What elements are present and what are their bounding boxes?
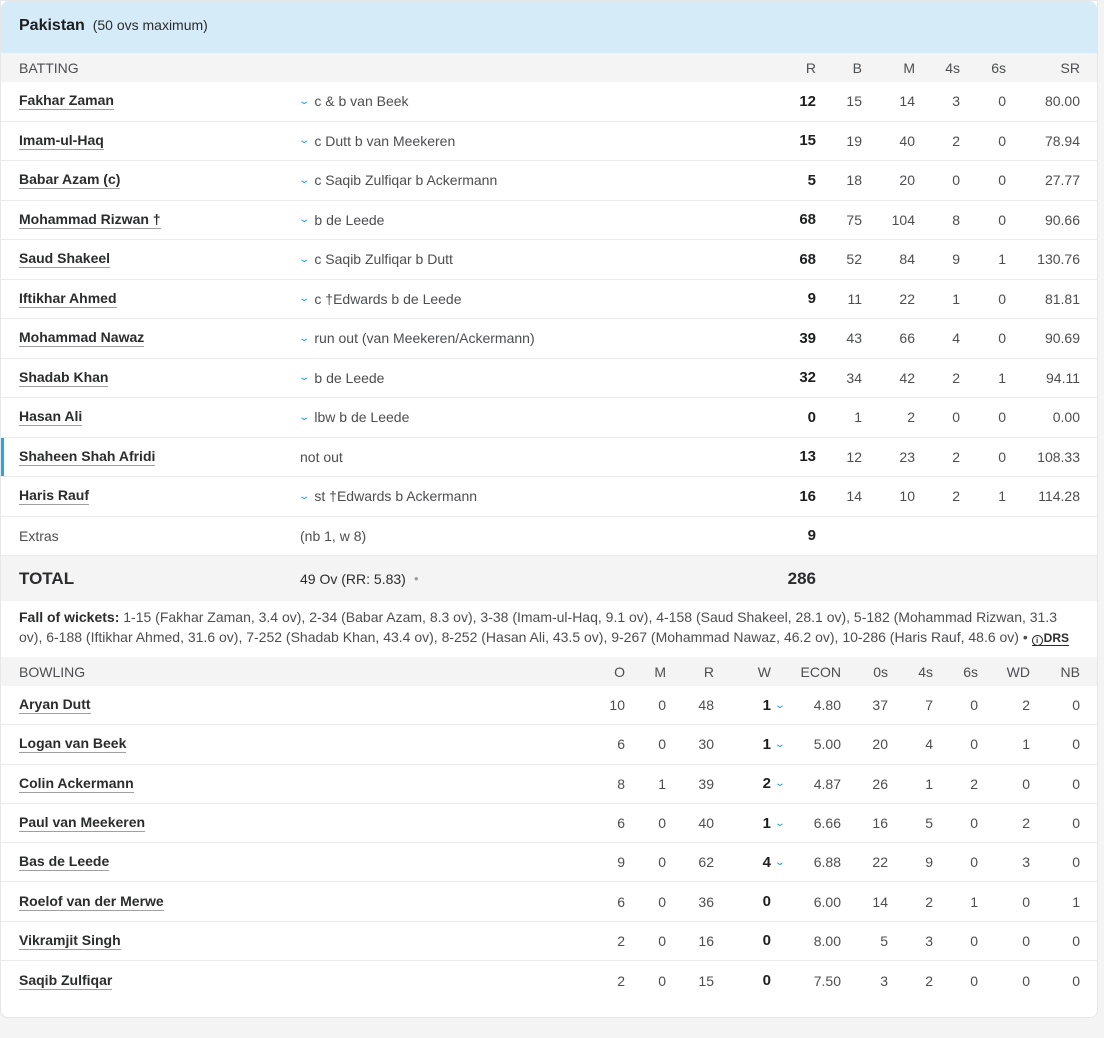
batter-row	[1, 398, 1097, 438]
batter-fours: 2	[952, 448, 960, 465]
bowler-dots: 37	[872, 697, 888, 714]
dismissal-cell[interactable]	[300, 201, 384, 240]
bowler-maidens: 0	[658, 893, 666, 910]
fow-text: 1-15 (Fakhar Zaman, 3.4 ov), 2-34 (Babar Azam, 8.3 ov), 3-38 (Imam-ul-Haq, 9.1 ov), 4-158 (Saud Shakeel, 28.1 ov), 5-182 (Mohammad Rizwan, 31.3 ov), 6-188 (Iftikhar Ahmed, 31.6 ov), 7-252 (Shadab Khan, 43.4 ov), 8-252 (Hasan Ali, 43.5 ov), 9-267 (Mohammad Nawaz, 46.2 ov), 10-286 (Haris Rauf, 48.6 ov)	[19, 609, 1058, 645]
batter-name-link[interactable]: Haris Rauf	[19, 487, 90, 504]
batter-minutes: 66	[899, 330, 915, 347]
chevron-down-icon[interactable]: ⌄	[298, 411, 311, 423]
bowling-table	[1, 657, 1097, 1000]
bowler-wides: 0	[1022, 893, 1030, 910]
batter-fours: 2	[952, 369, 960, 386]
batting-heading: BATTING	[19, 59, 79, 76]
extras-value: 9	[807, 527, 816, 545]
batter-name-link[interactable]: Shaheen Shah Afridi	[19, 447, 156, 464]
bowler-sixes-conceded: 0	[970, 932, 978, 949]
batter-balls: 52	[846, 251, 862, 268]
batter-row	[1, 477, 1097, 517]
bowler-wides: 2	[1022, 815, 1030, 832]
batter-fours: 4	[952, 330, 960, 347]
bowler-maidens: 0	[658, 697, 666, 714]
batter-fours: 0	[952, 409, 960, 426]
batter-strike-rate: 90.69	[1044, 330, 1080, 347]
batter-name-cell	[19, 280, 117, 319]
bowler-dots: 14	[872, 893, 888, 910]
bowler-name-cell	[19, 922, 121, 960]
batter-minutes: 10	[899, 488, 915, 505]
batter-minutes: 2	[907, 409, 915, 426]
batter-name-link[interactable]: Mohammad Rizwan †	[19, 210, 161, 227]
bowler-runs-conceded: 48	[698, 697, 714, 714]
bowler-wides: 2	[1022, 697, 1030, 714]
bowler-wickets-cell	[714, 961, 786, 1000]
bowling-heading: BOWLING	[19, 663, 86, 680]
bowler-name-link[interactable]: Paul van Meekeren	[19, 814, 146, 831]
chevron-down-icon[interactable]: ⌄	[298, 372, 311, 384]
batter-minutes: 14	[899, 93, 915, 110]
col-economy: ECON	[800, 663, 841, 680]
bowler-overs: 2	[617, 972, 625, 989]
bowler-wides: 0	[1022, 972, 1030, 989]
batter-runs: 32	[799, 369, 816, 387]
batter-sixes: 0	[998, 211, 1006, 228]
bowler-runs-conceded: 16	[698, 932, 714, 949]
col-wickets: W	[757, 663, 771, 680]
bowler-fours-conceded: 1	[925, 775, 933, 792]
dismissal-cell[interactable]	[300, 240, 453, 279]
col-sixes-conceded: 6s	[963, 663, 978, 680]
batter-runs: 39	[799, 329, 816, 347]
batter-balls: 75	[846, 211, 862, 228]
chevron-down-icon[interactable]: ⌄	[298, 95, 311, 107]
bowler-economy: 5.00	[813, 736, 841, 753]
bowler-wickets-cell[interactable]	[714, 804, 786, 842]
bowler-wickets-cell[interactable]	[714, 686, 786, 724]
col-dots: 0s	[873, 663, 888, 680]
batter-row	[1, 82, 1097, 122]
batter-name-cell	[19, 201, 161, 240]
bowler-fours-conceded: 2	[925, 972, 933, 989]
bowler-name-cell	[19, 961, 112, 1000]
bowler-wides: 0	[1022, 775, 1030, 792]
dismissal-text: c Saqib Zulfiqar b Dutt	[314, 251, 453, 268]
batter-row	[1, 161, 1097, 201]
bowler-dots: 3	[880, 972, 888, 989]
dismissal-text: not out	[300, 448, 343, 465]
bowler-sixes-conceded: 1	[970, 893, 978, 910]
total-runs: 286	[787, 568, 816, 588]
col-minutes: M	[903, 59, 915, 76]
extras-detail: (nb 1, w 8)	[300, 527, 367, 544]
innings-header	[1, 1, 1097, 53]
bowler-wickets: 0	[762, 972, 771, 990]
bowler-wickets: 4	[762, 853, 771, 871]
batter-fours: 8	[952, 211, 960, 228]
bowler-sixes-conceded: 0	[970, 736, 978, 753]
bowler-wickets: 1	[762, 696, 771, 714]
batter-name-link[interactable]: Hasan Ali	[19, 408, 83, 425]
batter-name-cell	[19, 319, 144, 358]
bowler-overs: 10	[609, 697, 625, 714]
dismissal-cell[interactable]	[300, 359, 384, 398]
batter-balls: 18	[846, 172, 862, 189]
batter-minutes: 40	[899, 132, 915, 149]
bowler-runs-conceded: 15	[698, 972, 714, 989]
dismissal-cell[interactable]	[300, 82, 409, 121]
bowler-no-balls: 0	[1072, 815, 1080, 832]
bowler-fours-conceded: 5	[925, 815, 933, 832]
bowler-economy: 6.88	[813, 854, 841, 871]
dismissal-cell[interactable]	[300, 122, 455, 161]
batter-runs: 12	[799, 92, 816, 110]
bowler-wides: 3	[1022, 854, 1030, 871]
extras-row	[1, 517, 1097, 557]
info-icon: i	[1032, 635, 1043, 646]
chevron-down-icon[interactable]: ⌄	[774, 778, 786, 790]
not-out-indicator	[1, 438, 4, 477]
bowler-row	[1, 686, 1097, 725]
batter-row	[1, 201, 1097, 241]
batter-row	[1, 122, 1097, 162]
bowler-economy: 4.87	[813, 775, 841, 792]
chevron-down-icon[interactable]: ⌄	[298, 174, 311, 186]
bowler-runs-conceded: 36	[698, 893, 714, 910]
batter-strike-rate: 80.00	[1044, 93, 1080, 110]
bowler-wickets: 0	[762, 893, 771, 911]
chevron-down-icon[interactable]: ⌄	[774, 856, 786, 868]
bowler-no-balls: 0	[1072, 972, 1080, 989]
col-strike-rate: SR	[1060, 59, 1080, 76]
bowler-maidens: 0	[658, 815, 666, 832]
dismissal-text: c & b van Beek	[314, 93, 409, 110]
batter-name-link[interactable]: Babar Azam (c)	[19, 171, 121, 188]
bowler-runs-conceded: 30	[698, 736, 714, 753]
batter-fours: 3	[952, 93, 960, 110]
batter-name-cell	[19, 240, 110, 279]
bowler-name-link[interactable]: Saqib Zulfiqar	[19, 971, 113, 988]
col-fours: 4s	[945, 59, 960, 76]
batter-fours: 0	[952, 172, 960, 189]
batter-runs: 5	[807, 171, 816, 189]
batter-sixes: 0	[998, 290, 1006, 307]
bowler-wickets-cell[interactable]	[714, 843, 786, 881]
bowler-dots: 16	[872, 815, 888, 832]
batter-strike-rate: 0.00	[1052, 409, 1080, 426]
bowler-overs: 9	[617, 854, 625, 871]
bowler-wides: 1	[1022, 736, 1030, 753]
batter-balls: 1	[854, 409, 862, 426]
bowler-row	[1, 804, 1097, 843]
bowler-maidens: 0	[658, 932, 666, 949]
batter-sixes: 1	[998, 488, 1006, 505]
bowler-name-cell	[19, 686, 91, 724]
batter-runs: 68	[799, 211, 816, 229]
bowler-overs: 8	[617, 775, 625, 792]
batter-name-cell	[19, 122, 104, 161]
drs-link[interactable]	[1032, 631, 1069, 646]
bowling-rows	[1, 686, 1097, 1000]
batter-name-link[interactable]: Shadab Khan	[19, 368, 109, 385]
batter-sixes: 0	[998, 132, 1006, 149]
batter-balls: 11	[847, 290, 862, 307]
team-name: Pakistan	[19, 17, 85, 34]
batter-name-link[interactable]: Mohammad Nawaz	[19, 329, 145, 346]
bowler-name-cell	[19, 882, 164, 920]
bowler-runs-conceded: 40	[698, 815, 714, 832]
bowler-wickets-cell[interactable]	[714, 765, 786, 803]
batter-strike-rate: 114.28	[1038, 488, 1080, 505]
bowler-wickets: 1	[762, 814, 771, 832]
bowler-name-link[interactable]: Vikramjit Singh	[19, 931, 121, 948]
bowler-name-link[interactable]: Logan van Beek	[19, 735, 127, 752]
extras-label: Extras	[19, 527, 59, 544]
batter-runs: 9	[807, 290, 816, 308]
batter-name-link[interactable]: Iftikhar Ahmed	[19, 289, 117, 306]
bowler-no-balls: 0	[1072, 854, 1080, 871]
bowler-row	[1, 725, 1097, 764]
col-no-balls: NB	[1060, 663, 1080, 680]
bowler-wides: 0	[1022, 932, 1030, 949]
col-runs-conceded: R	[703, 663, 714, 680]
batter-runs: 13	[799, 448, 816, 466]
bowler-overs: 6	[617, 893, 625, 910]
col-overs: O	[614, 663, 625, 680]
bowler-maidens: 0	[658, 854, 666, 871]
batter-name-link[interactable]: Imam-ul-Haq	[19, 131, 104, 148]
batter-sixes: 0	[998, 409, 1006, 426]
bowler-name-cell	[19, 725, 126, 763]
batter-row	[1, 240, 1097, 280]
bowler-name-link[interactable]: Colin Ackermann	[19, 774, 134, 791]
fow-label: Fall of wickets:	[19, 609, 120, 625]
bowler-row	[1, 843, 1097, 882]
dismissal-text: lbw b de Leede	[314, 409, 410, 426]
batter-name-cell	[19, 477, 89, 516]
batter-name-cell	[19, 359, 108, 398]
batter-strike-rate: 78.94	[1044, 132, 1080, 149]
batter-row	[1, 438, 1097, 478]
batter-name-link[interactable]: Saud Shakeel	[19, 250, 111, 267]
bowler-economy: 8.00	[813, 932, 841, 949]
batter-balls: 14	[846, 488, 862, 505]
bowler-economy: 6.00	[813, 893, 841, 910]
bowler-dots: 26	[872, 775, 888, 792]
bowler-name-link[interactable]: Bas de Leede	[19, 853, 110, 870]
chevron-down-icon[interactable]: ⌄	[298, 293, 311, 305]
batter-minutes: 22	[899, 290, 915, 307]
bowler-wickets-cell	[714, 922, 786, 960]
bowler-fours-conceded: 4	[925, 736, 933, 753]
bowler-sixes-conceded: 0	[970, 854, 978, 871]
batter-minutes: 20	[899, 172, 915, 189]
total-row	[1, 556, 1097, 601]
bowler-dots: 22	[872, 854, 888, 871]
bowler-wickets-cell	[714, 882, 786, 920]
batter-name-cell	[19, 82, 114, 121]
col-maidens: M	[654, 663, 666, 680]
dismissal-text: b de Leede	[314, 369, 385, 386]
bowler-no-balls: 0	[1072, 736, 1080, 753]
bowler-maidens: 0	[658, 972, 666, 989]
col-wides: WD	[1006, 663, 1030, 680]
bowler-name-cell	[19, 843, 109, 881]
total-overs-text: 49 Ov (RR: 5.83)	[300, 570, 406, 587]
batter-strike-rate: 94.11	[1046, 369, 1080, 386]
fall-of-wickets	[1, 601, 1097, 657]
dismissal-cell[interactable]	[300, 280, 462, 319]
dismissal-text: b de Leede	[314, 211, 385, 228]
batter-sixes: 0	[998, 93, 1006, 110]
bowler-no-balls: 0	[1072, 697, 1080, 714]
bowler-sixes-conceded: 0	[970, 815, 978, 832]
batter-row	[1, 359, 1097, 399]
batter-minutes: 23	[899, 448, 915, 465]
batter-fours: 2	[952, 488, 960, 505]
bowler-economy: 6.66	[813, 815, 841, 832]
bowler-fours-conceded: 9	[925, 854, 933, 871]
drs-label: DRS	[1043, 630, 1069, 645]
batter-strike-rate: 81.81	[1044, 290, 1080, 307]
chevron-down-icon[interactable]: ⌄	[298, 135, 311, 147]
batter-name-cell	[19, 161, 120, 200]
bowler-dots: 5	[880, 932, 888, 949]
batter-fours: 2	[952, 132, 960, 149]
batting-table	[1, 53, 1097, 601]
dismissal-cell[interactable]	[300, 477, 477, 516]
batter-sixes: 1	[998, 369, 1006, 386]
batter-balls: 19	[846, 132, 862, 149]
batter-strike-rate: 27.77	[1044, 172, 1080, 189]
bowling-header-row	[1, 657, 1097, 686]
bowler-row	[1, 922, 1097, 961]
batting-header-row	[1, 53, 1097, 82]
bowler-overs: 2	[617, 932, 625, 949]
batter-runs: 15	[799, 132, 816, 150]
batter-runs: 68	[799, 250, 816, 268]
batter-fours: 9	[952, 251, 960, 268]
dismissal-text: c †Edwards b de Leede	[314, 290, 462, 307]
bowler-economy: 4.80	[813, 697, 841, 714]
batter-balls: 43	[846, 330, 862, 347]
batter-sixes: 0	[998, 330, 1006, 347]
bowler-no-balls: 0	[1072, 932, 1080, 949]
bowler-overs: 6	[617, 815, 625, 832]
batting-rows	[1, 82, 1097, 517]
bowler-fours-conceded: 7	[925, 697, 933, 714]
batter-balls: 34	[846, 369, 862, 386]
total-overs	[300, 556, 419, 601]
bowler-row	[1, 961, 1097, 1000]
batter-sixes: 0	[998, 172, 1006, 189]
innings-format: (50 ovs maximum)	[92, 17, 208, 33]
bowler-maidens: 0	[658, 736, 666, 753]
dismissal-text: c Dutt b van Meekeren	[314, 132, 456, 149]
dismissal-cell[interactable]	[300, 161, 497, 200]
chevron-down-icon[interactable]: ⌄	[298, 253, 311, 265]
dismissal-text: c Saqib Zulfiqar b Ackermann	[314, 172, 498, 189]
total-label: TOTAL	[19, 568, 75, 588]
batter-row	[1, 319, 1097, 359]
col-sixes: 6s	[991, 59, 1006, 76]
chevron-down-icon[interactable]: ⌄	[298, 214, 311, 226]
batter-runs: 0	[807, 408, 816, 426]
batter-sixes: 0	[998, 448, 1006, 465]
batter-minutes: 42	[899, 369, 915, 386]
col-runs: R	[805, 59, 816, 76]
batter-name-cell	[19, 398, 82, 437]
bowler-name-cell	[19, 804, 145, 842]
bowler-fours-conceded: 2	[925, 893, 933, 910]
bowler-overs: 6	[617, 736, 625, 753]
bowler-wickets-cell[interactable]	[714, 725, 786, 763]
bowler-runs-conceded: 39	[698, 775, 714, 792]
bowler-sixes-conceded: 2	[970, 775, 978, 792]
chevron-down-icon[interactable]: ⌄	[298, 490, 311, 502]
batter-strike-rate: 130.76	[1037, 251, 1080, 268]
batter-balls: 12	[846, 448, 862, 465]
dismissal-cell[interactable]	[300, 319, 535, 358]
chevron-down-icon[interactable]: ⌄	[774, 738, 786, 750]
chevron-down-icon[interactable]: ⌄	[774, 699, 786, 711]
bowler-wickets: 1	[762, 735, 771, 753]
dot-icon: ●	[413, 574, 419, 583]
bowler-sixes-conceded: 0	[970, 972, 978, 989]
col-balls: B	[852, 59, 862, 76]
fow-separator: •	[1022, 628, 1028, 645]
bowler-name-link[interactable]: Aryan Dutt	[19, 696, 91, 713]
batter-minutes: 104	[891, 211, 915, 228]
bowler-economy: 7.50	[813, 972, 841, 989]
col-fours-conceded: 4s	[918, 663, 933, 680]
batter-strike-rate: 90.66	[1044, 211, 1080, 228]
bowler-row	[1, 765, 1097, 804]
dismissal-text: run out (van Meekeren/Ackermann)	[314, 330, 535, 347]
bowler-fours-conceded: 3	[925, 932, 933, 949]
bowler-name-cell	[19, 765, 134, 803]
batter-balls: 15	[846, 93, 862, 110]
bowler-wickets: 2	[762, 775, 771, 793]
batter-strike-rate: 108.33	[1037, 448, 1080, 465]
bowler-wickets: 0	[762, 932, 771, 950]
bowler-dots: 20	[872, 736, 888, 753]
batter-runs: 16	[799, 487, 816, 505]
batter-name-cell	[19, 438, 155, 477]
bowler-maidens: 1	[658, 775, 666, 792]
bowler-name-link[interactable]: Roelof van der Merwe	[19, 892, 164, 909]
batter-fours: 1	[952, 290, 960, 307]
dismissal-text: st †Edwards b Ackermann	[314, 488, 478, 505]
bowler-row	[1, 882, 1097, 921]
bowler-no-balls: 0	[1072, 775, 1080, 792]
bowler-sixes-conceded: 0	[970, 697, 978, 714]
dismissal-cell	[300, 438, 343, 477]
bowler-runs-conceded: 62	[698, 854, 714, 871]
batter-sixes: 1	[998, 251, 1006, 268]
batter-row	[1, 280, 1097, 320]
dismissal-cell[interactable]	[300, 398, 409, 437]
chevron-down-icon[interactable]: ⌄	[774, 817, 786, 829]
bowler-no-balls: 1	[1072, 893, 1080, 910]
chevron-down-icon[interactable]: ⌄	[298, 332, 311, 344]
batter-name-link[interactable]: Fakhar Zaman	[19, 92, 114, 109]
batter-minutes: 84	[899, 251, 915, 268]
